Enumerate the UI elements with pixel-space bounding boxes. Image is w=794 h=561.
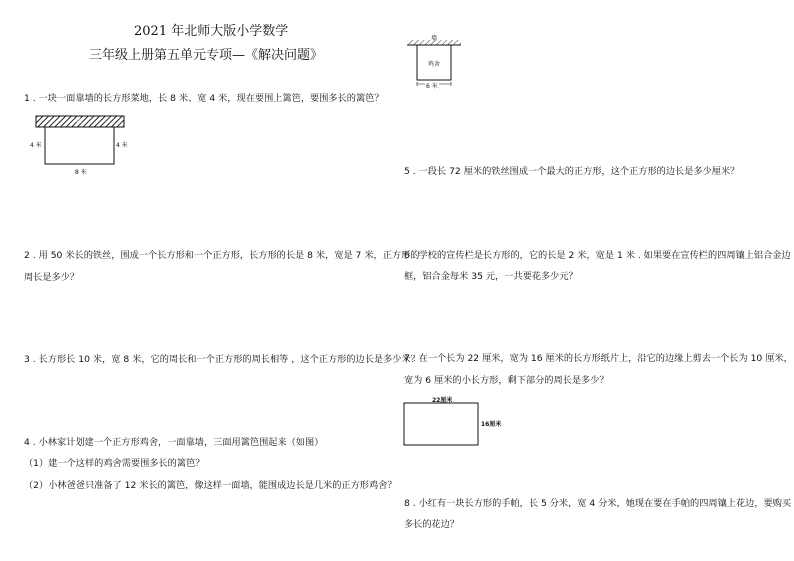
question-6-line-1: 6 . 学校的宣传栏是长方形的，它的长是 2 米，宽是 1 米 . 如果要在宣传栏的四周镶上铝合金边 — [404, 250, 791, 261]
question-4-line-1: 4 . 小林家计划建一个正方形鸡舍，一面靠墙，三面用篱笆围起来（如图） — [24, 437, 324, 448]
question-2-line-2: 周长是多少？ — [24, 272, 80, 283]
fig7-top-label: 22厘米 — [432, 397, 453, 404]
fig7-right-label: 16厘米 — [481, 421, 502, 428]
fig1-bottom-label: 8 米 — [75, 169, 87, 176]
question-6-line-2: 框，铝合金每米 35 元，一共要花多少元？ — [404, 271, 578, 282]
fig4-bottom-label: 6 米 — [426, 83, 438, 90]
page-title: 2021 年北师大版小学数学 — [134, 24, 289, 39]
question-7-line-1: 7 . 在一个长为 22 厘米，宽为 16 厘米的长方形纸片上，沿它的边缘上剪去一个长为 10 厘米， — [404, 353, 793, 364]
question-1: 1 . 一块一面靠墙的长方形菜地，长 8 米、宽 4 米，现在要围上篱笆，要围多长的篱笆？ — [24, 93, 384, 104]
fig1-wall-label: 墙 — [76, 118, 83, 125]
fig4-inner-label: 鸡舍 — [428, 61, 441, 68]
question-4-line-2: （1）建一个这样的鸡舍需要围多长的篱笆？ — [24, 458, 205, 469]
page-subtitle: 三年级上册第五单元专项—《解决问题》 — [89, 48, 324, 63]
question-7-line-2: 宽为 6 厘米的小长方形，剩下部分的周长是多少？ — [404, 375, 609, 386]
paper-rectangle — [404, 403, 478, 445]
question-8-line-1: 8 . 小红有一块长方形的手帕，长 5 分米，宽 4 分米，她现在要在手帕的四周镶上花边，要购买 — [404, 498, 792, 509]
fig1-left-label: 4 米 — [30, 142, 42, 149]
question-2-line-1: 2 . 用 50 米长的铁丝，围成一个长方形和一个正方形，长方形的长是 8 米，宽是 7 米，正方形的 — [24, 250, 420, 261]
question-4-line-3: （2）小林爸爸只准备了 12 米长的篱笆，像这样一面墙，能围成边长是几米的正方形鸡舍？ — [24, 480, 397, 491]
question-3: 3 . 长方形长 10 米，宽 8 米，它的周长和一个正方形的周长相等 ，这个正方形的边长是多少米？ — [24, 354, 420, 365]
fig1-right-label: 4 米 — [116, 142, 128, 149]
question-8-line-2: 多长的花边？ — [404, 519, 460, 530]
fig4-wall-label: 墙 — [431, 35, 438, 42]
question-5: 5 . 一段长 72 厘米的铁丝围成一个最大的正方形，这个正方形的边长是多少厘米？ — [404, 166, 740, 177]
